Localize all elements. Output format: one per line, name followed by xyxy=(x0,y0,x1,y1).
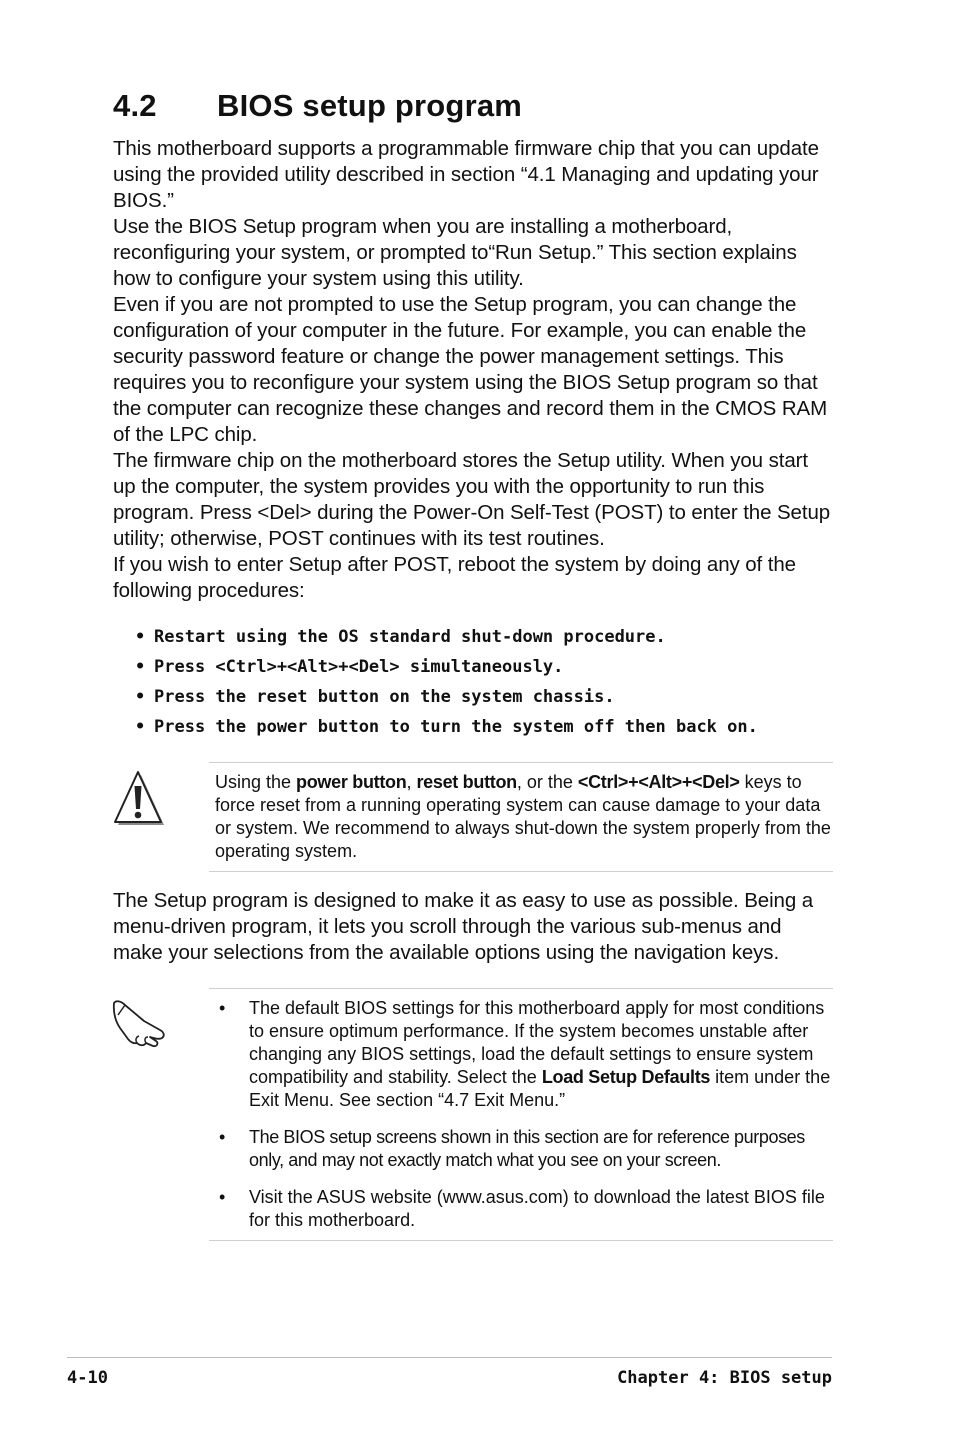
highlight-reset-button: reset button xyxy=(416,772,517,792)
bullet: • xyxy=(219,998,226,1018)
notes-box xyxy=(209,988,833,1241)
chapter-title: Chapter 4: BIOS setup xyxy=(617,1368,832,1388)
section-title: BIOS setup program xyxy=(217,88,523,123)
highlight-key-combo: <Ctrl>+<Alt>+<Del> xyxy=(577,772,740,792)
list-item xyxy=(135,682,833,712)
list-item-text: Restart using the OS standard shut-down procedure. xyxy=(154,627,666,647)
list-item xyxy=(219,997,833,1112)
paragraph-3: Even if you are not prompted to use the Setup program, you can change the configuration of your computer in the future. For example, you can enable the security password feature or change the power management settings. This requires you to reconfigure your system using the BIOS Setup program so that the computer can recognize these changes and record them in the CMOS RAM of the LPC chip. xyxy=(113,293,828,446)
paragraph-2: Use the BIOS Setup program when you are installing a motherboard, reconfiguring your system, or prompted to“Run Setup.” This section explains how to configure your system using this utility. xyxy=(113,215,797,290)
note-text: The BIOS setup screens shown in this section are for reference purposes only, and may not exactly match what you see on your screen. xyxy=(249,1127,805,1170)
warning-box xyxy=(209,762,833,872)
bullet: • xyxy=(135,627,146,647)
bullet: • xyxy=(135,687,146,707)
warning-text: Using the power button, reset button, or the <Ctrl>+<Alt>+<Del> keys to force reset from a running operating system can cause damage to your data or system. We recommend to always shut-down the system properly from the operating system. xyxy=(215,772,831,861)
procedure-list xyxy=(135,622,833,742)
notes-list xyxy=(209,989,833,1240)
list-item xyxy=(135,652,833,682)
section-number: 4.2 xyxy=(113,88,157,123)
list-item-text: Press the power button to turn the system off then back on. xyxy=(154,717,758,737)
list-item-text: Press the reset button on the system chassis. xyxy=(154,687,615,707)
list-item xyxy=(219,1186,833,1232)
pointing-hand-icon xyxy=(110,993,168,1053)
paragraph-1: This motherboard supports a programmable firmware chip that you can update using the provided utility described in section “4.1 Managing and updating your BIOS.” xyxy=(113,137,819,212)
bullet: • xyxy=(135,717,146,737)
list-item xyxy=(219,1126,833,1172)
page-footer xyxy=(67,1357,832,1388)
list-item-text: Press <Ctrl>+<Alt>+<Del> simultaneously. xyxy=(154,657,564,677)
bullet: • xyxy=(219,1187,226,1207)
list-item xyxy=(135,622,833,652)
highlight-load-setup-defaults: Load Setup Defaults xyxy=(541,1067,711,1087)
note-text: Visit the ASUS website (www.asus.com) to download the latest BIOS file for this motherboard. xyxy=(249,1187,825,1230)
page-content xyxy=(113,86,833,1241)
paragraph-4: The firmware chip on the motherboard stores the Setup utility. When you start up the computer, the system provides you with the opportunity to run this program. Press <Del> during the Power-On Self-Test (POST) to enter the Setup utility; otherwise, POST continues with its test routines. xyxy=(113,449,831,550)
section-heading xyxy=(113,86,833,126)
note-text: The default BIOS settings for this motherboard apply for most conditions to ensure optimum performance. If the system becomes unstable after changing any BIOS settings, load the default settings to ensure system compatibility and stability. Select the Load Setup Defaults item under the Exit Menu. See section “4.7 Exit Menu.” xyxy=(249,998,831,1110)
warning-triangle-icon xyxy=(110,769,168,829)
page-number: 4-10 xyxy=(67,1368,108,1388)
paragraph-6: The Setup program is designed to make it as easy to use as possible. Being a menu-driven program, it lets you scroll through the various sub-menus and make your selections from the available options using the navigation keys. xyxy=(113,889,814,964)
bullet: • xyxy=(135,657,146,677)
list-item xyxy=(135,712,833,742)
paragraph-5: If you wish to enter Setup after POST, reboot the system by doing any of the following procedures: xyxy=(113,553,796,602)
bullet: • xyxy=(219,1127,226,1147)
highlight-power-button: power button xyxy=(296,772,407,792)
